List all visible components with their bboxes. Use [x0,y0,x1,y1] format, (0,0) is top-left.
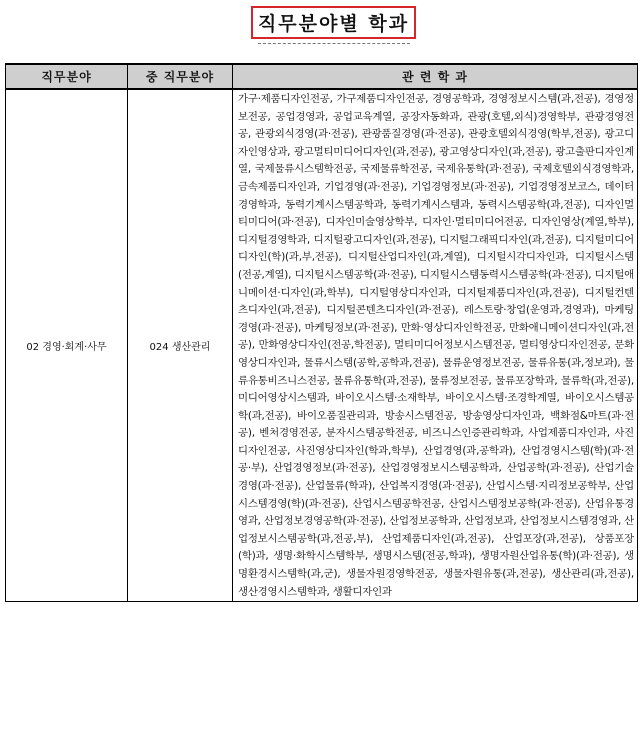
table-row [6,89,638,602]
majors-table [5,63,638,602]
header-sub-job-field: 중 직무분야 [128,64,233,89]
cell-related-majors: 가구·제품디자인전공, 가구제품디자인전공, 경영공학과, 경영정보시스템(과,전공), 경영정보전공, 공업경영과, 공업교육계열, 공장자동화과, 관광(호텔,외식)경영학부, 관광경영전공, 관광외식경영(과·전공), 관광품질경영(과·전공), 관광호텔외식경영(학부,전공), 광고디자인영상과, 광고멀티미디어디자인(과,전공), 광고영상디자인(과,전공), 광고출판디자인계열, 국제물류시스템학전공, 국제물류학전공, 국제유통학(과·전공), 국제호텔외식경영학과, 금속제품디자인과, 기업경영(과·전공), 기업경영정보(과·전공), 기업경영정보코스, 데이터경영학과, 동력기계시스템공학과, 동력기계시스템과, 동력시스템공학(과,전공), 디자인멀티미디어(과·전공), 디자인미술영상학부, 디자인·멀티미디어전공, 디자인영상(계열,학부), 디지털경영학과, 디지털광고디자인(과,전공), 디지털그래픽디자인(과,전공), 디지털미디어디자인(학)(과,부,전공), 디지털산업디자인(과,계열), 디지털시각디자인과, 디지털시스템(전공,계열), 디지털시스템공학(과·전공), 디지털시스템동력시스템공학(과·전공), 디지털애니메이션·디자인(과,학부), 디지털영상디자인과, 디지털제품디자인(과,전공), 디지털컨텐츠디자인(과,전공), 디지털콘텐츠디자인(과·전공), 레스토랑·창업(운영과,경영과), 마케팅경영(과·전공), 마케팅정보(과·전공), 만화·영상디자인학전공, 만화애니메이션디자인(과,전공), 만화영상디자인(전공,학전공), 멀티미디어정보시스템전공, 멀티영상디자인전공, 문화영상디자인과, 물류시스템(공학,공학과,전공), 물류운영정보전공, 물류유통(과,정보과), 물류유통비즈니스전공, 물류유통학(과,전공), 물류정보전공, 물류포장학과, 물류학(과,전공), 미디어영상시스템과, 바이오시스템·소재학부, 바이오시스템·조경학계열, 바이오시스템공학(과,전공), 바이오품질관리과, 방송시스템전공, 방송영상디자인과, 백화점&마트(과·전공), 벤처경영전공, 분자시스템공학전공, 비즈니스인증관리학과, 사업제품디자인과, 사진디자인전공, 사진영상디자인(학과,학부), 산업경영(과,공학과), 산업경영시스템(학)(과·전공·부), 산업경영정보(과·전공), 산업경영정보시스템공학과, 산업공학(과·전공), 산업기술경영(과·전공), 산업물류(학과), 산업복지경영(과·전공), 산업시스템·지리정보공학부, 산업시스템경영(학)(과·전공), 산업시스템공학전공, 산업시스템정보공학(과·전공), 산업유통경영과, 산업정보경영공학(과·전공), 산업정보공학과, 산업정보과, 산업정보시스템경영과, 산업정보시스템공학(과,전공,부), 산업제품디자인(과,전공), 산업포장(과,전공), 상품포장(학)과, 생명·화학시스템학부, 생명시스템(전공,학과), 생명자원산업유통(학)(과·전공), 생명환경시스템학(과,군), 생물자원경영학전공, 생물자원유통(과,전공), 생산관리(과,전공), 생산경영시스템학과, 생활디자인과 [233,89,638,602]
page-title: 직무분야별 학과 [257,13,410,35]
header-job-field: 직무분야 [6,64,128,89]
table-header-row [6,64,638,89]
cell-job-field: 02 경영·회계·사무 [6,89,128,602]
cell-sub-job-field: 024 생산관리 [128,89,233,602]
header-related-majors: 관 련 학 과 [233,64,638,89]
